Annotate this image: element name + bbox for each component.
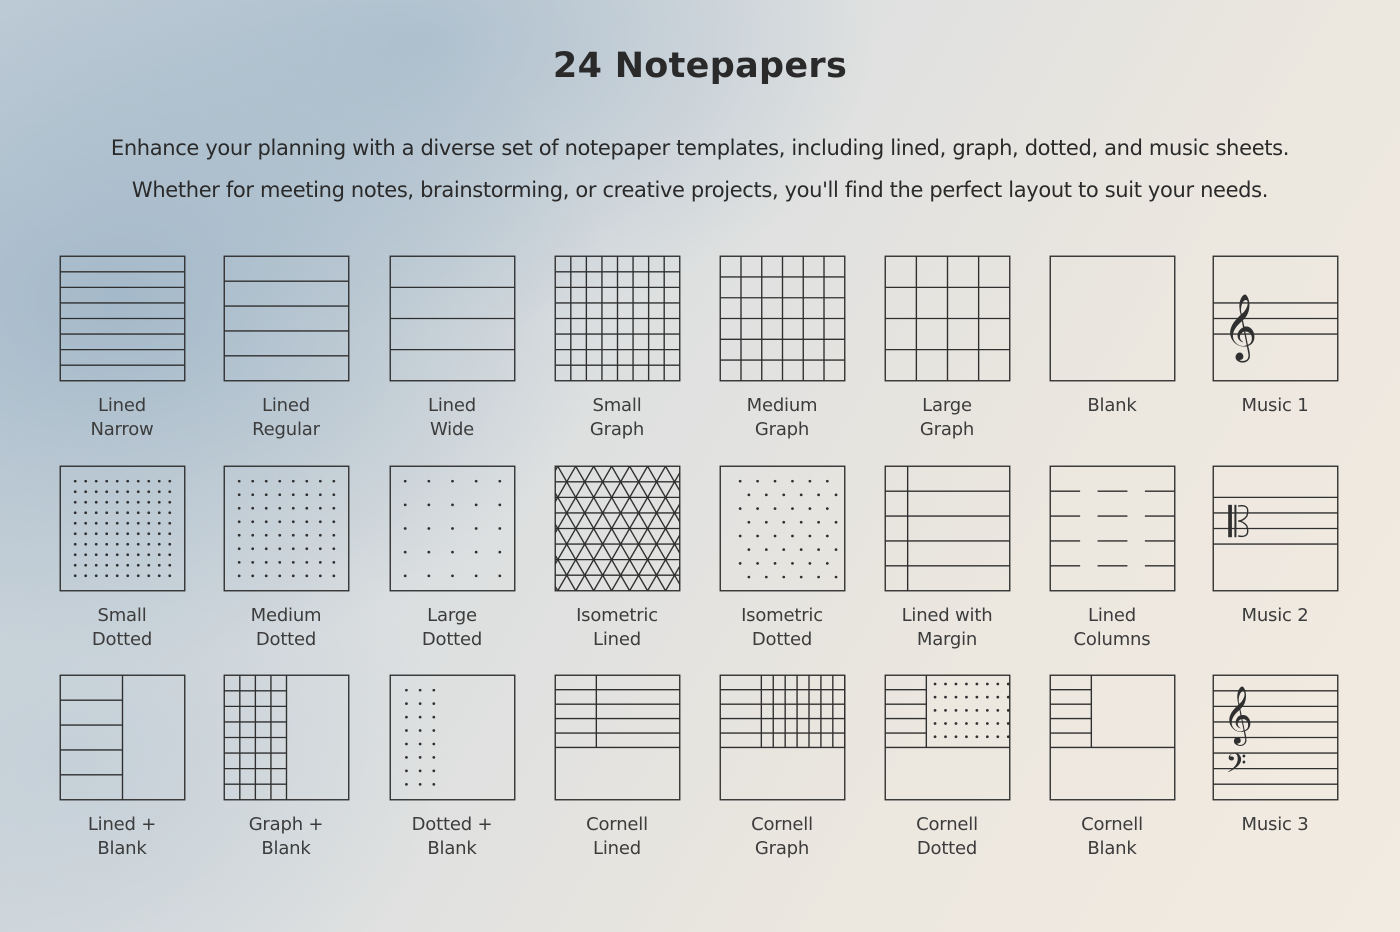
template-label-line1: Dotted + <box>411 814 493 835</box>
template-label-line2: Narrow <box>90 419 154 440</box>
template-label-line2: Blank <box>261 838 311 859</box>
template-label-line2: Dotted <box>255 629 317 650</box>
template-label <box>377 394 527 442</box>
template-label <box>707 604 857 652</box>
template-label <box>377 813 527 861</box>
template-label-line2: Graph <box>919 419 975 440</box>
template-label-line1: Lined <box>262 395 310 416</box>
isometric-lined-icon <box>554 465 681 592</box>
small-graph-icon <box>554 255 681 382</box>
template-label <box>707 394 857 442</box>
svg-text:𝄞: 𝄞 <box>1223 292 1258 360</box>
template-label-line2: Graph <box>754 838 810 859</box>
cornell-lined-icon <box>554 674 681 801</box>
template-label <box>542 394 692 442</box>
template-label-line2: Regular <box>252 419 320 440</box>
template-label-line2: Blank <box>427 838 477 859</box>
template-label <box>1200 604 1350 628</box>
template-label-line1: Lined with <box>901 605 993 626</box>
template-label-line2: Dotted <box>751 629 813 650</box>
large-graph-icon <box>884 255 1011 382</box>
medium-graph-icon <box>719 255 846 382</box>
description-line-1: Enhance your planning with a diverse set of notepaper templates, including lined, graph, dotted, and music sheets. <box>110 136 1290 160</box>
template-label-line1: Graph + <box>248 814 324 835</box>
page-title: 24 Notepapers <box>552 46 848 86</box>
cornell-blank-icon <box>1049 674 1176 801</box>
template-label-line2: Blank <box>97 838 147 859</box>
template-label-line1: Lined <box>428 395 476 416</box>
template-label-line1: Small <box>97 605 147 626</box>
template-label-line1: Music 3 <box>1241 814 1309 835</box>
template-label-line1: Lined <box>98 395 146 416</box>
template-label <box>872 813 1022 861</box>
dotted-blank-icon <box>389 674 516 801</box>
template-label-line1: Medium <box>746 395 818 416</box>
template-label <box>1200 394 1350 418</box>
template-label <box>1037 604 1187 652</box>
lined-regular-icon <box>223 255 350 382</box>
template-label-line1: Isometric <box>576 605 658 626</box>
template-label-line1: Music 1 <box>1241 395 1309 416</box>
isometric-dotted-icon <box>719 465 846 592</box>
template-label <box>1037 394 1187 418</box>
template-label <box>377 604 527 652</box>
template-label-line1: Cornell <box>1081 814 1143 835</box>
template-label <box>47 604 197 652</box>
medium-dotted-icon <box>223 465 350 592</box>
template-label-line2: Dotted <box>916 838 978 859</box>
cornell-graph-icon <box>719 674 846 801</box>
graph-blank-icon <box>223 674 350 801</box>
template-label-line2: Graph <box>754 419 810 440</box>
template-label-line1: Blank <box>1087 395 1137 416</box>
lined-columns-icon <box>1049 465 1176 592</box>
music-alto-icon <box>1212 465 1339 592</box>
template-label-line1: Small <box>592 395 642 416</box>
template-label <box>872 604 1022 652</box>
template-label-line2: Dotted <box>91 629 153 650</box>
template-label-line1: Isometric <box>741 605 823 626</box>
lined-wide-icon <box>389 255 516 382</box>
template-label-line2: Wide <box>429 419 475 440</box>
template-label-line2: Dotted <box>421 629 483 650</box>
template-label <box>872 394 1022 442</box>
template-label <box>211 813 361 861</box>
template-label-line1: Music 2 <box>1241 605 1309 626</box>
template-label-line2: Lined <box>593 838 641 859</box>
template-label-line1: Large <box>922 395 972 416</box>
template-label-line2: Graph <box>589 419 645 440</box>
template-label-line1: Large <box>427 605 477 626</box>
template-label-line2: Blank <box>1087 838 1137 859</box>
template-label-line1: Medium <box>250 605 322 626</box>
template-label <box>707 813 857 861</box>
template-label-line2: Lined <box>593 629 641 650</box>
template-label-line1: Cornell <box>751 814 813 835</box>
cornell-dotted-icon <box>884 674 1011 801</box>
large-dotted-icon <box>389 465 516 592</box>
music-treble-icon <box>1212 255 1339 382</box>
template-label-line1: Cornell <box>586 814 648 835</box>
template-label <box>47 394 197 442</box>
template-label <box>1200 813 1350 837</box>
template-label <box>542 604 692 652</box>
template-label-line2: Margin <box>916 629 978 650</box>
svg-text:𝄢: 𝄢 <box>1225 747 1247 786</box>
template-label <box>211 604 361 652</box>
template-label-line1: Cornell <box>916 814 978 835</box>
small-dotted-icon <box>59 465 186 592</box>
template-label <box>542 813 692 861</box>
blank-icon <box>1049 255 1176 382</box>
template-label <box>1037 813 1187 861</box>
template-label <box>47 813 197 861</box>
music-grand-icon <box>1212 674 1339 801</box>
lined-margin-icon <box>884 465 1011 592</box>
description-line-2: Whether for meeting notes, brainstorming, or creative projects, you'll find the perfect layout to suit your needs. <box>131 178 1269 202</box>
svg-text:𝄞: 𝄞 <box>1223 685 1253 744</box>
template-label-line1: Lined <box>1088 605 1136 626</box>
template-label-line2: Columns <box>1073 629 1151 650</box>
template-label <box>211 394 361 442</box>
template-label-line1: Lined + <box>87 814 157 835</box>
lined-blank-icon <box>59 674 186 801</box>
lined-narrow-icon <box>59 255 186 382</box>
